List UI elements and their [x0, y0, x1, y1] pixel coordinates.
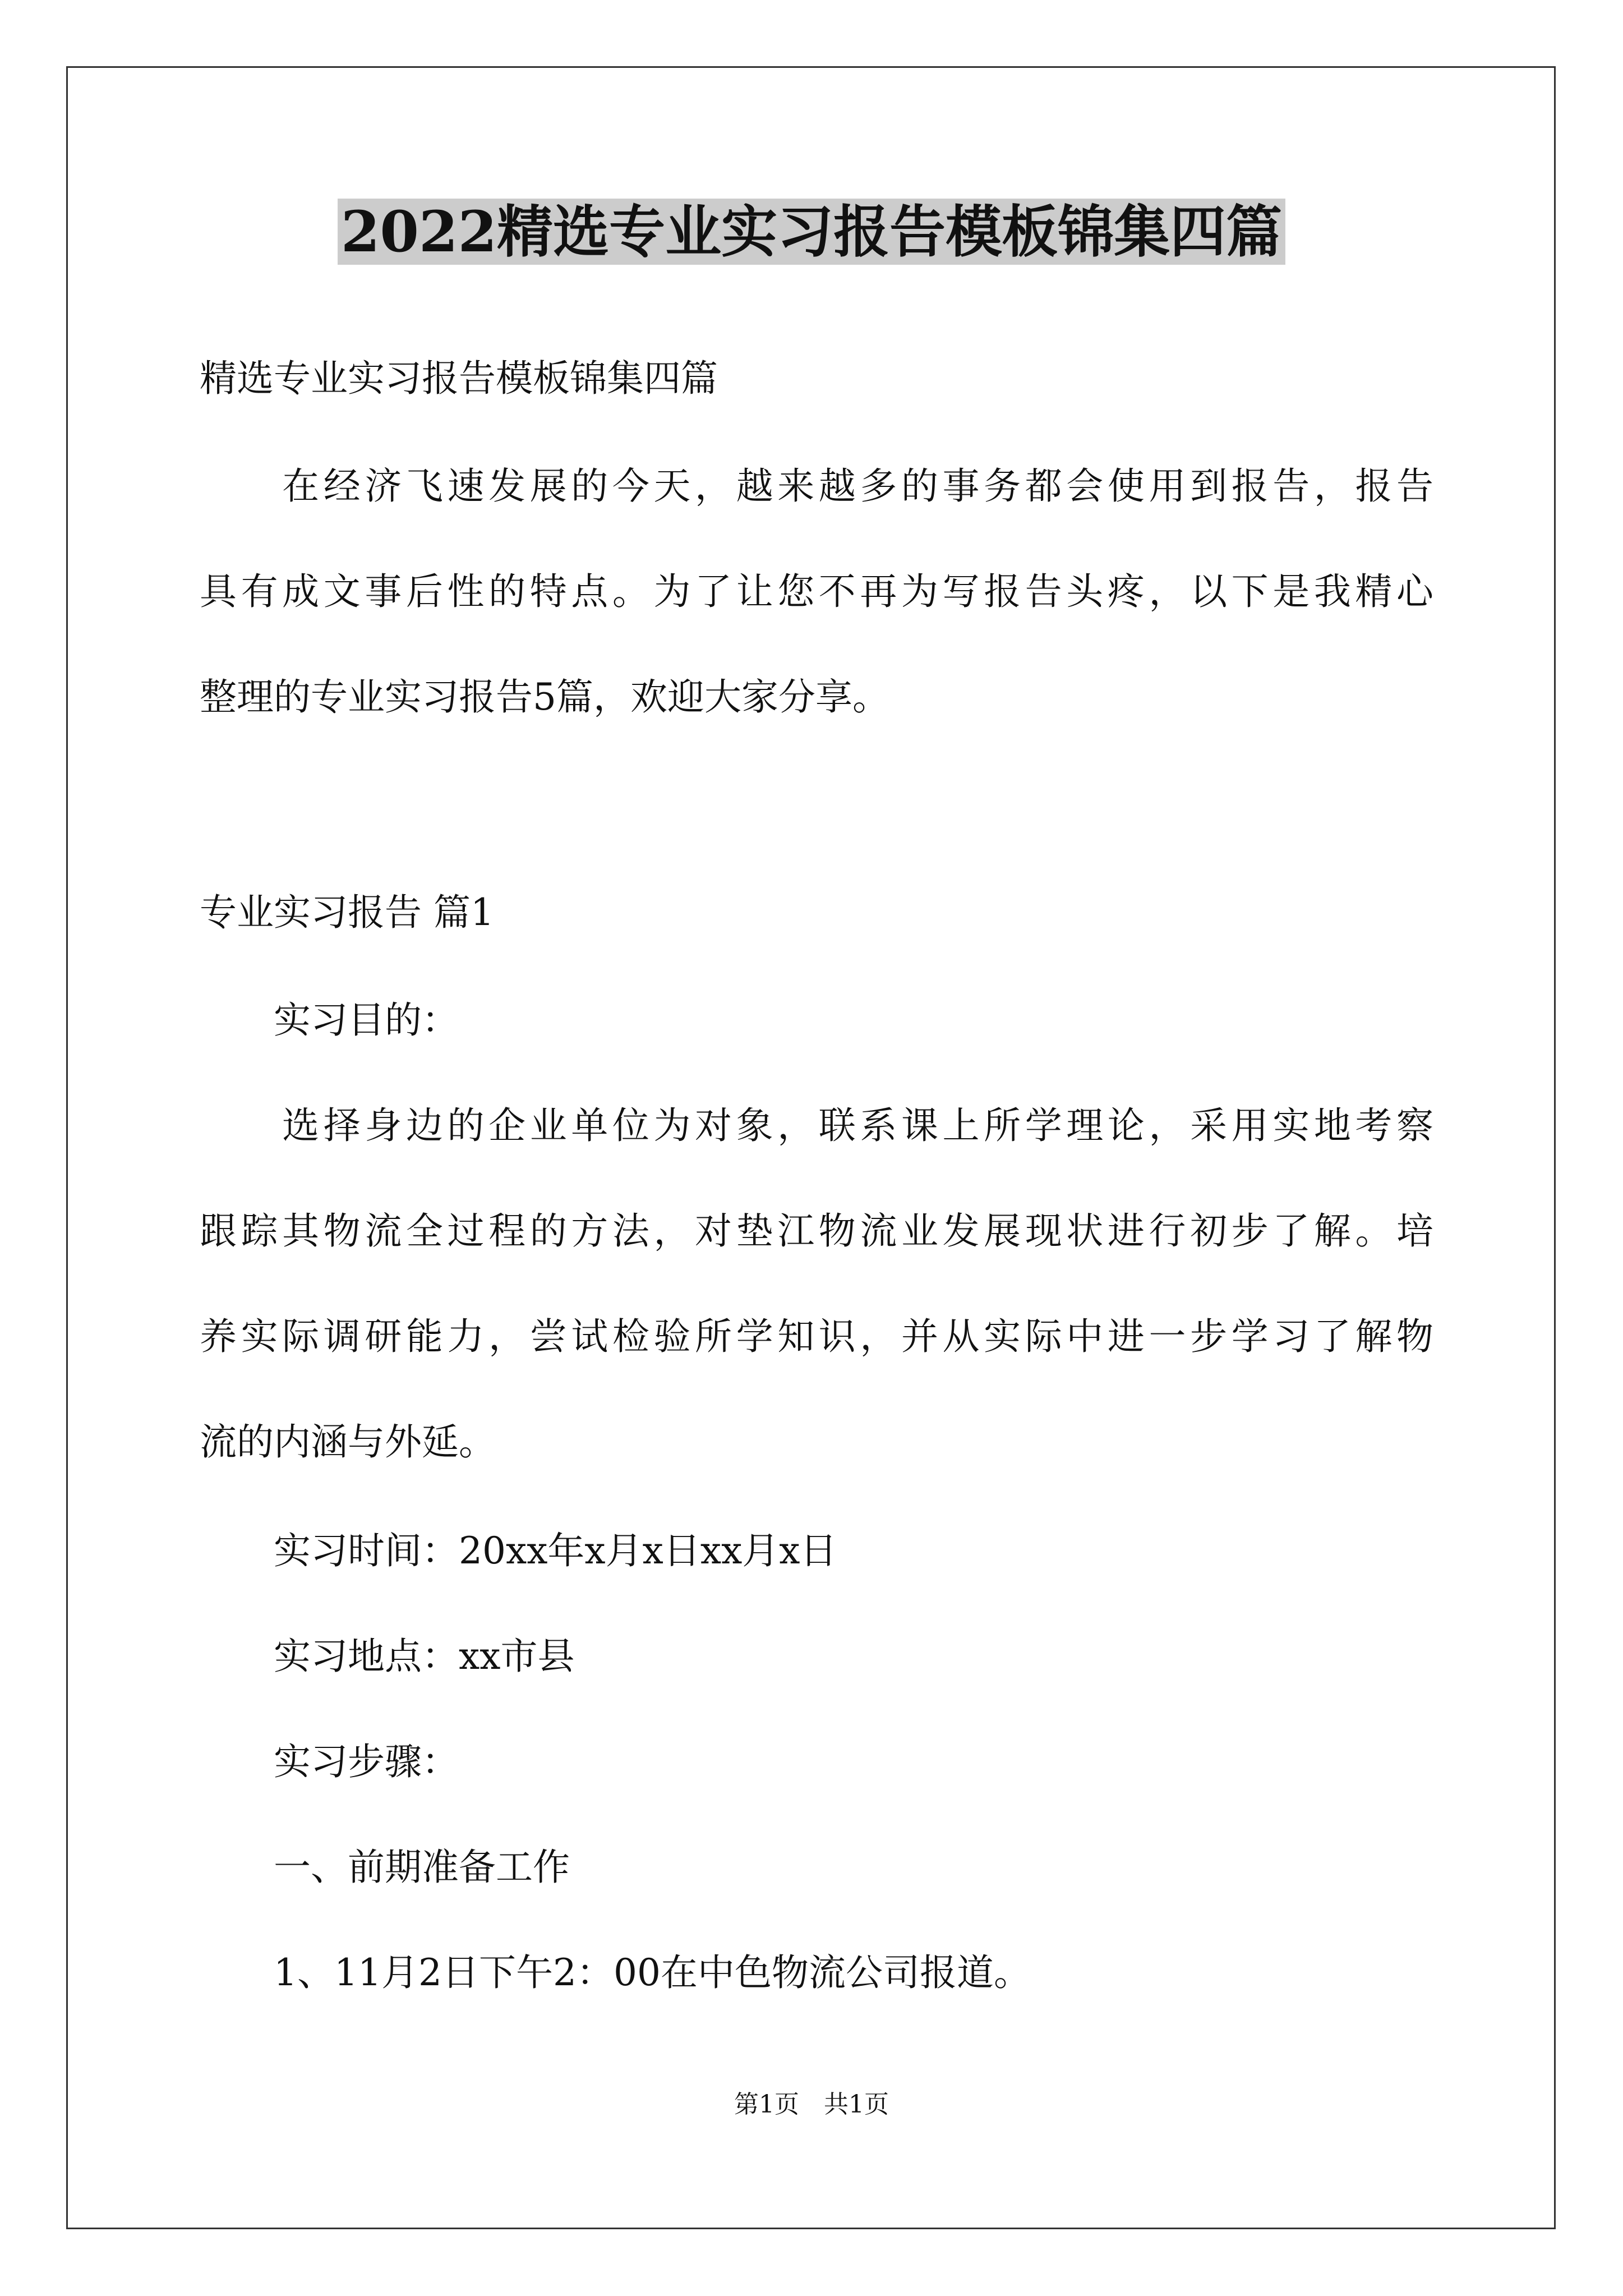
page-footer: 第1页 共1页 — [734, 2090, 889, 2119]
document-title-text: 2022精选专业实习报告模板锦集四篇 — [338, 199, 1285, 265]
internship-place: 实习地点：xx市县 — [200, 1635, 575, 1678]
steps-label: 实习步骤： — [200, 1740, 459, 1783]
step-heading: 一、前期准备工作 — [200, 1846, 570, 1889]
purpose-line-3: 养实际调研能力，尝试检验所学知识，并从实际中进一步学习了解物 — [200, 1315, 1433, 1358]
document-subtitle: 精选专业实习报告模板锦集四篇 — [200, 357, 718, 400]
step-item-1: 1、11月2日下午2：00在中色物流公司报道。 — [200, 1951, 1031, 1994]
intro-line-2: 具有成文事后性的特点。为了让您不再为写报告头疼，以下是我精心 — [200, 570, 1433, 613]
intro-line-3: 整理的专业实习报告5篇，欢迎大家分享。 — [200, 675, 889, 719]
section-heading: 专业实习报告 篇1 — [200, 891, 494, 934]
purpose-label: 实习目的： — [200, 999, 459, 1042]
purpose-line-4: 流的内涵与外延。 — [200, 1420, 496, 1464]
purpose-line-2: 跟踪其物流全过程的方法，对垫江物流业发展现状进行初步了解。培 — [200, 1209, 1433, 1253]
purpose-line-1: 选择身边的企业单位为对象，联系课上所学理论，采用实地考察 — [200, 1104, 1433, 1147]
internship-time: 实习时间：20xx年x月x日xx月x日 — [200, 1529, 837, 1572]
intro-line-1: 在经济飞速发展的今天，越来越多的事务都会使用到报告，报告 — [200, 464, 1433, 508]
document-title — [0, 190, 1623, 274]
